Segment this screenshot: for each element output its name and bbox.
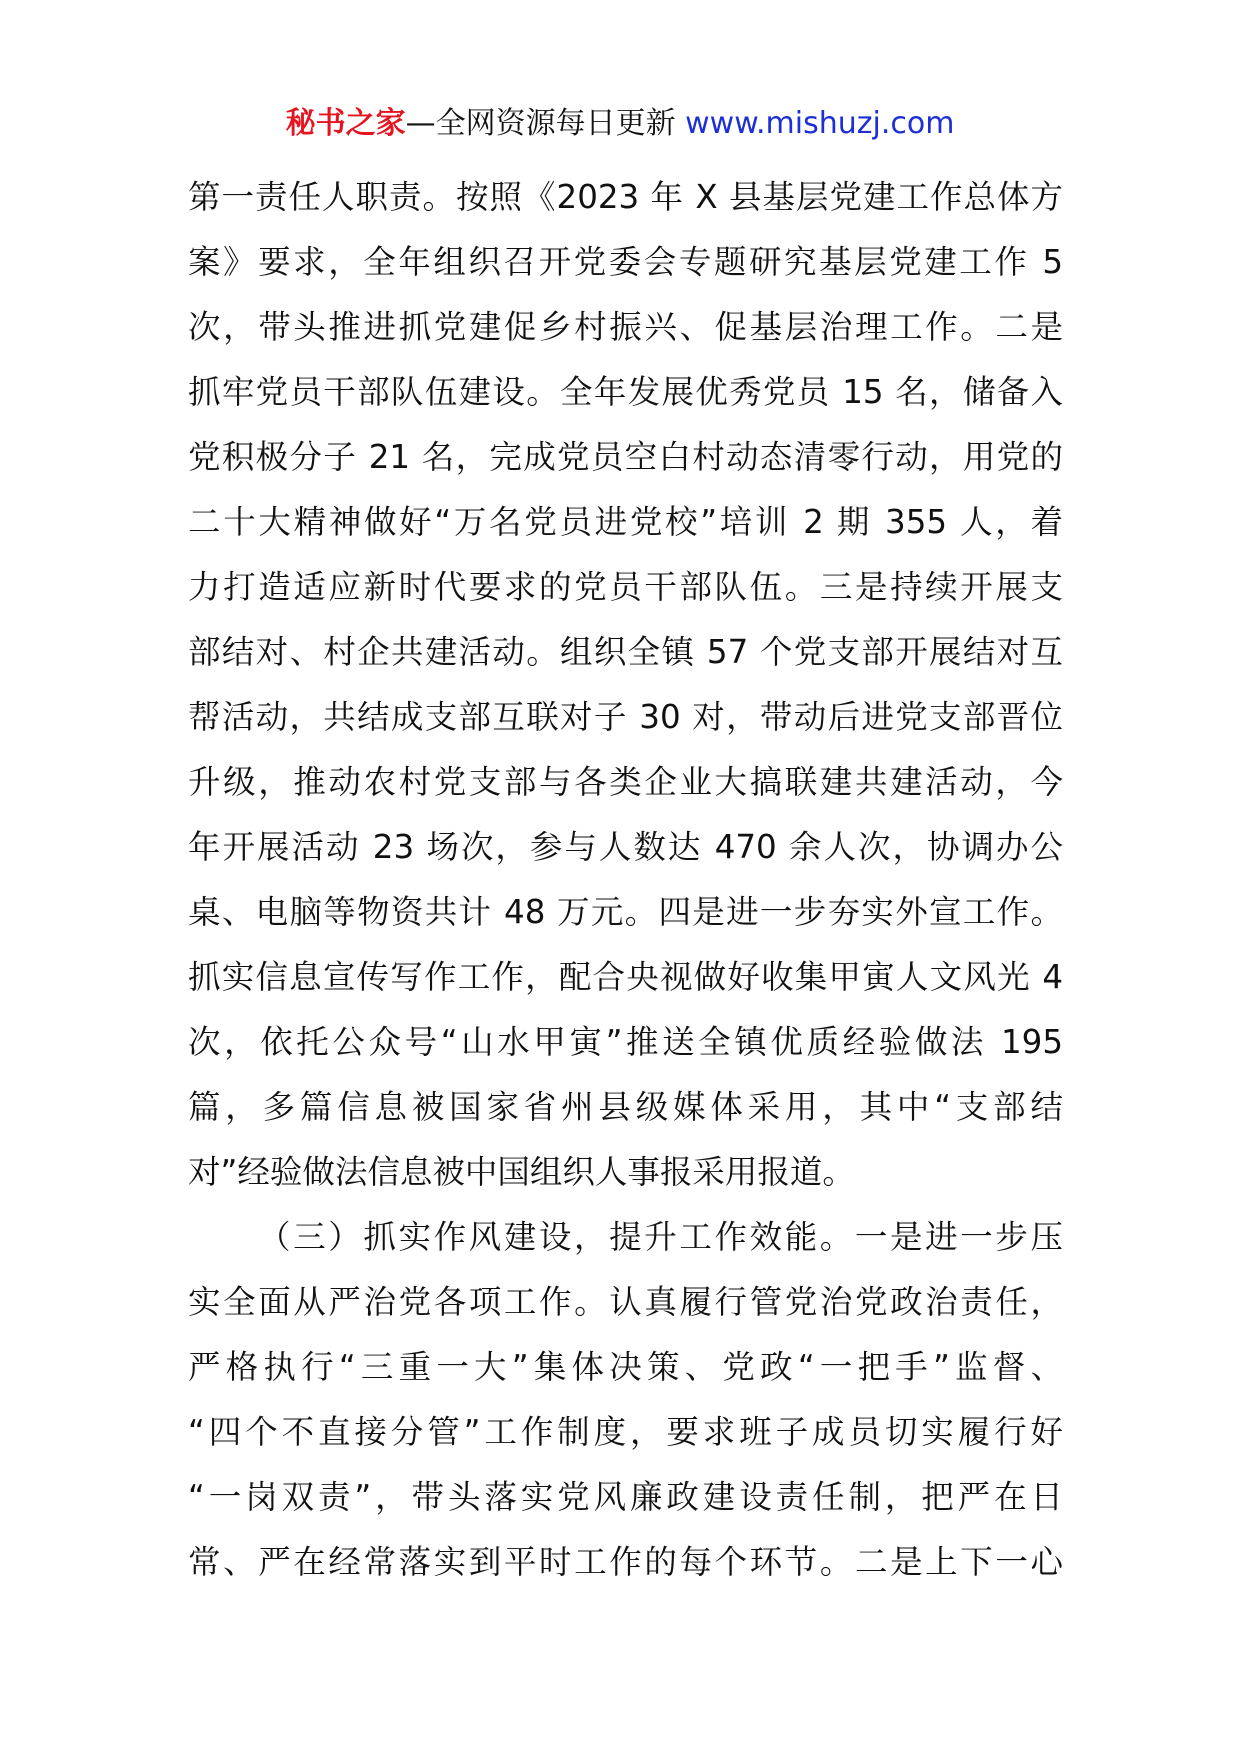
brand-name: 秘书之家 (285, 106, 406, 141)
paragraph-line: 第一责任人职责。按照《2023 年 X 县基层党建工作总体方 (188, 178, 1063, 216)
paragraph-line: 严格执行“三重一大”集体决策、党政“一把手”监督、 (188, 1348, 1063, 1386)
paragraph-line: 常、严在经常落实到平时工作的每个环节。二是上下一心 (188, 1543, 1063, 1581)
document-body (188, 165, 1063, 1595)
paragraph-line: 案》要求，全年组织召开党委会专题研究基层党建工作 5 (188, 243, 1063, 281)
paragraph-line: 次，依托公众号“山水甲寅”推送全镇优质经验做法 195 (188, 1023, 1063, 1061)
header-slogan: —全网资源每日更新 (405, 106, 676, 141)
paragraph-line: “一岗双责”，带头落实党风廉政建设责任制，把严在日 (188, 1478, 1063, 1516)
paragraph-line: 对”经验做法信息被中国组织人事报采用报道。 (188, 1153, 855, 1191)
paragraph-line: 二十大精神做好“万名党员进党校”培训 2 期 355 人，着 (188, 503, 1063, 541)
paragraph-line: 抓牢党员干部队伍建设。全年发展优秀党员 15 名，储备入 (188, 373, 1063, 411)
page-header (0, 104, 1240, 144)
paragraph-line: 篇，多篇信息被国家省州县级媒体采用，其中“支部结 (188, 1088, 1063, 1126)
site-url[interactable]: www.mishuzj.com (685, 106, 955, 141)
paragraph-line: “四个不直接分管”工作制度，要求班子成员切实履行好 (188, 1413, 1063, 1451)
paragraph-line: 部结对、村企共建活动。组织全镇 57 个党支部开展结对互 (188, 633, 1063, 671)
paragraph-line: 升级，推动农村党支部与各类企业大搞联建共建活动，今 (188, 763, 1063, 801)
paragraph-line: 党积极分子 21 名，完成党员空白村动态清零行动，用党的 (188, 438, 1063, 476)
section-heading-line: （三）抓实作风建设，提升工作效能。一是进一步压 (258, 1218, 1063, 1256)
paragraph-line: 年开展活动 23 场次，参与人数达 470 余人次，协调办公 (188, 828, 1063, 866)
paragraph-line: 帮活动，共结成支部互联对子 30 对，带动后进党支部晋位 (188, 698, 1063, 736)
paragraph-line: 桌、电脑等物资共计 48 万元。四是进一步夯实外宣工作。 (188, 893, 1063, 931)
paragraph-line: 抓实信息宣传写作工作，配合央视做好收集甲寅人文风光 4 (188, 958, 1063, 996)
paragraph-line: 力打造适应新时代要求的党员干部队伍。三是持续开展支 (188, 568, 1063, 606)
paragraph-line: 次，带头推进抓党建促乡村振兴、促基层治理工作。二是 (188, 308, 1063, 346)
paragraph-line: 实全面从严治党各项工作。认真履行管党治党政治责任， (188, 1283, 1063, 1321)
